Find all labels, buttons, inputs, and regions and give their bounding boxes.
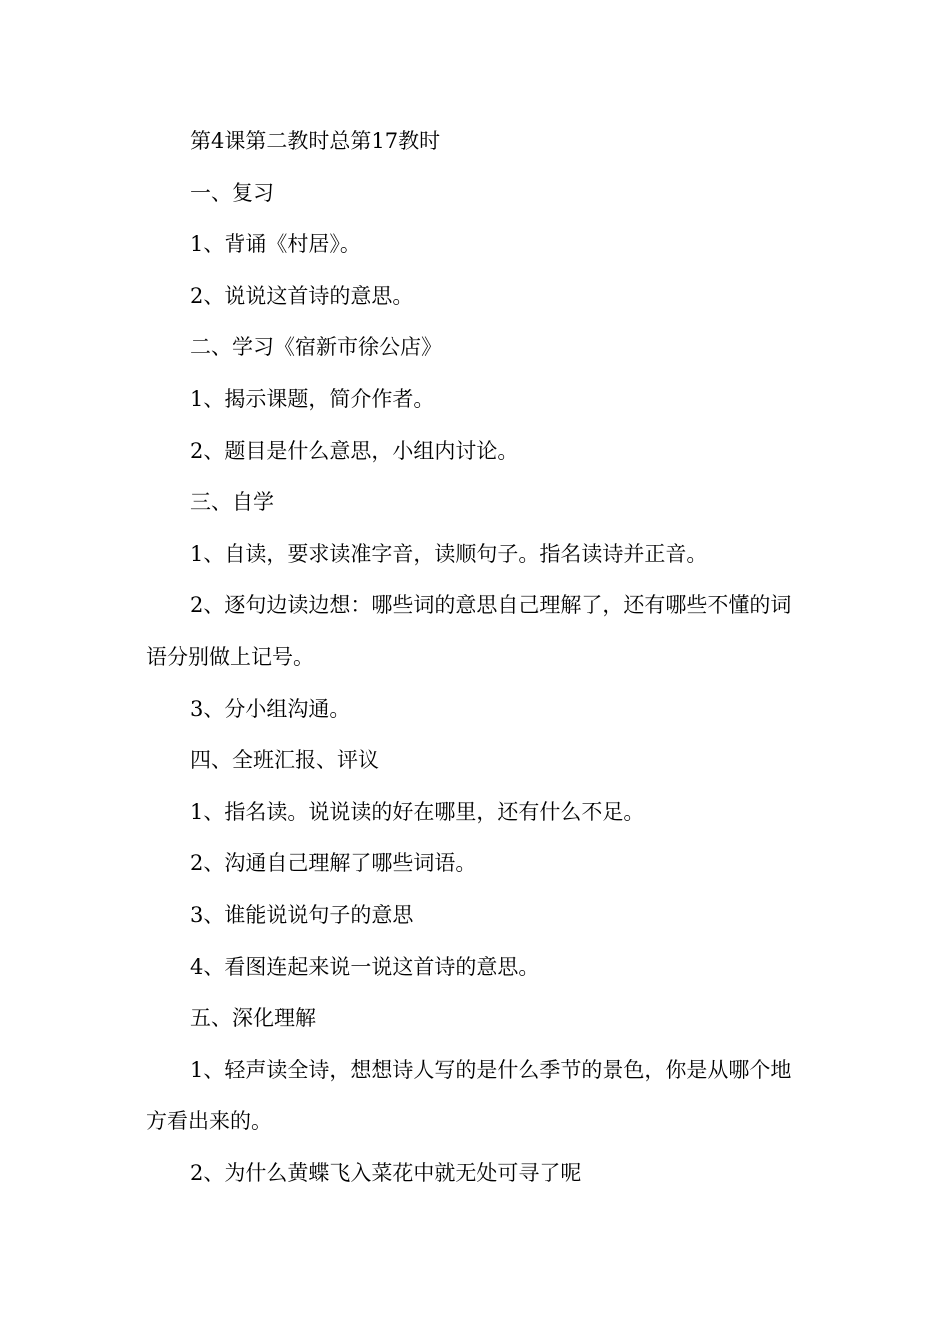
- list-item: 3、分小组沟通。: [190, 696, 351, 721]
- section-heading-deepen: 五、深化理解: [190, 1006, 316, 1031]
- list-item: 2、沟通自己理解了哪些词语。: [190, 851, 477, 876]
- section-heading-self-study: 三、自学: [190, 490, 274, 515]
- section-heading-review: 一、复习: [190, 180, 274, 205]
- list-item: 1、背诵《村居》。: [190, 232, 361, 257]
- list-item: 2、为什么黄蝶飞入菜花中就无处可寻了呢: [190, 1160, 582, 1185]
- list-item: 1、指名读。说说读的好在哪里，还有什么不足。: [190, 799, 645, 824]
- list-item: 1、自读，要求读准字音，读顺句子。指名读诗并正音。: [190, 541, 708, 566]
- list-item: 2、逐句边读边想：哪些词的意思自己理解了，还有哪些不懂的词语分别做上记号。: [146, 593, 792, 669]
- lesson-heading: 第4课第二教时总第17教时: [190, 129, 441, 153]
- list-item: 4、看图连起来说一说这首诗的意思。: [190, 954, 540, 979]
- list-item: 1、揭示课题，简介作者。: [190, 386, 435, 411]
- list-item: 2、说说这首诗的意思。: [190, 283, 414, 308]
- list-item: 3、谁能说说句子的意思: [190, 902, 414, 927]
- section-heading-study: 二、学习《宿新市徐公店》: [190, 335, 442, 360]
- document-body: [146, 116, 806, 1199]
- list-item: 2、题目是什么意思，小组内讨论。: [190, 438, 519, 463]
- section-heading-report: 四、全班汇报、评议: [190, 748, 379, 773]
- list-item: 1、轻声读全诗，想想诗人写的是什么季节的景色，你是从哪个地方看出来的。: [146, 1057, 792, 1134]
